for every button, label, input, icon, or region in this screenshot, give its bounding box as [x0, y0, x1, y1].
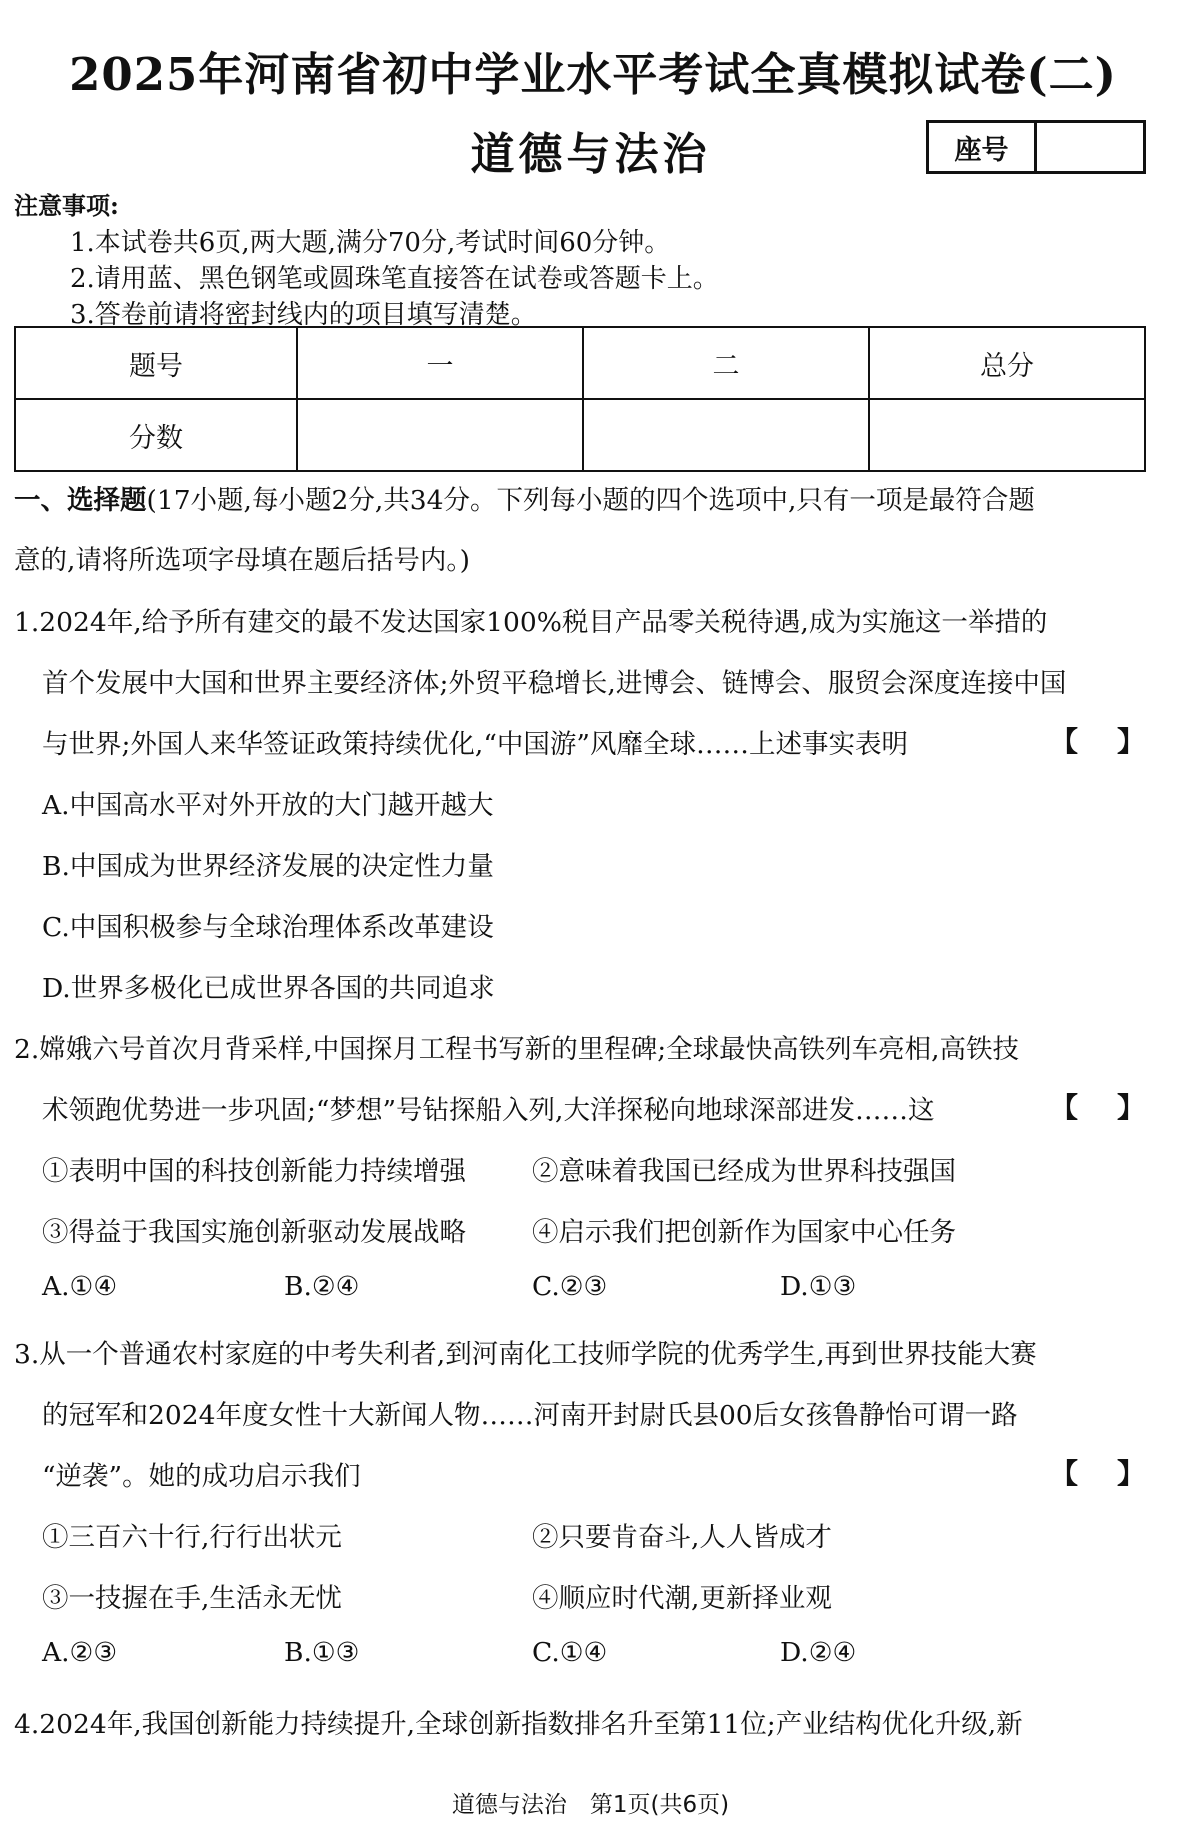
score-table-header: 总分	[869, 327, 1145, 399]
question-1-option: A.中国高水平对外开放的大门越开越大	[42, 790, 494, 821]
section-intro-line: 意的,请将所选项字母填在题后括号内。)	[14, 545, 471, 576]
question-1-option: C.中国积极参与全球治理体系改革建设	[42, 912, 494, 943]
score-table-row	[15, 399, 1145, 471]
subject-title: 道德与法治	[470, 129, 711, 180]
section-intro	[14, 478, 1035, 517]
score-table-header: 题号	[15, 327, 297, 399]
question-3-statement: ①三百六十行,行行出状元	[42, 1522, 342, 1553]
score-table-header-row	[15, 327, 1145, 399]
question-4-line: 4.2024年,我国创新能力持续提升,全球创新指数排名升至第11位;产业结构优化升级,新	[14, 1709, 1023, 1740]
notice-title: 注意事项:	[14, 191, 119, 220]
seat-number-field[interactable]	[1037, 123, 1143, 171]
score-cell[interactable]	[297, 399, 583, 471]
notice-item: 1.本试卷共6页,两大题,满分70分,考试时间60分钟。	[70, 228, 671, 258]
question-2-line: 术领跑优势进一步巩固;“梦想”号钻探船入列,大洋探秘向地球深部进发……这	[42, 1095, 935, 1126]
question-2-statement: ④启示我们把创新作为国家中心任务	[532, 1217, 956, 1248]
score-cell[interactable]	[869, 399, 1145, 471]
question-3-statement: ②只要肯奋斗,人人皆成才	[532, 1522, 832, 1553]
question-2-statement: ①表明中国的科技创新能力持续增强	[42, 1156, 466, 1187]
score-table-header: 一	[297, 327, 583, 399]
notice-item: 2.请用蓝、黑色钢笔或圆珠笔直接答在试卷或答题卡上。	[70, 264, 719, 294]
question-3-line: 3.从一个普通农村家庭的中考失利者,到河南化工技师学院的优秀学生,再到世界技能大赛	[14, 1339, 1037, 1370]
question-3-choice: A.②③	[42, 1637, 118, 1668]
answer-bracket[interactable]: 【 】	[1050, 725, 1145, 758]
question-1-option: D.世界多极化已成世界各国的共同追求	[42, 973, 495, 1004]
notice-item: 3.答卷前请将密封线内的项目填写清楚。	[70, 300, 537, 330]
question-2-choice: D.①③	[780, 1271, 857, 1302]
question-3-choice: C.①④	[532, 1637, 608, 1668]
question-3-line: 的冠军和2024年度女性十大新闻人物……河南开封尉氏县00后女孩鲁静怡可谓一路	[42, 1400, 1018, 1431]
exam-title: 2025年河南省初中学业水平考试全真模拟试卷(二)	[69, 48, 1117, 101]
section-heading: 一、选择题	[14, 485, 147, 516]
answer-bracket[interactable]: 【 】	[1050, 1457, 1145, 1490]
question-2-line: 2.嫦娥六号首次月背采样,中国探月工程书写新的里程碑;全球最快高铁列车亮相,高铁技	[14, 1034, 1020, 1065]
section-intro-text: (17小题,每小题2分,共34分。下列每小题的四个选项中,只有一项是最符合题	[146, 485, 1035, 516]
question-1-line: 与世界;外国人来华签证政策持续优化,“中国游”风靡全球……上述事实表明	[42, 729, 908, 760]
score-row-label: 分数	[15, 399, 297, 471]
question-1-line: 1.2024年,给予所有建交的最不发达国家100%税目产品零关税待遇,成为实施这一举措的	[14, 607, 1048, 638]
seat-number-box	[926, 120, 1146, 174]
question-2-choice: B.②④	[284, 1271, 360, 1302]
question-1-line: 首个发展中大国和世界主要经济体;外贸平稳增长,进博会、链博会、服贸会深度连接中国	[42, 668, 1067, 699]
question-1-option: B.中国成为世界经济发展的决定性力量	[42, 851, 494, 882]
question-2-statement: ②意味着我国已经成为世界科技强国	[532, 1156, 956, 1187]
seat-number-label: 座号	[929, 123, 1037, 171]
question-3-choice: B.①③	[284, 1637, 360, 1668]
question-2-statement: ③得益于我国实施创新驱动发展战略	[42, 1217, 466, 1248]
page-footer: 道德与法治 第1页(共6页)	[451, 1792, 730, 1818]
question-3-line: “逆袭”。她的成功启示我们	[42, 1461, 361, 1492]
answer-bracket[interactable]: 【 】	[1050, 1091, 1145, 1124]
score-table-header: 二	[583, 327, 869, 399]
question-2-choice: C.②③	[532, 1271, 608, 1302]
question-3-statement: ④顺应时代潮,更新择业观	[532, 1583, 832, 1614]
question-3-statement: ③一技握在手,生活永无忧	[42, 1583, 342, 1614]
question-3-choice: D.②④	[780, 1637, 857, 1668]
score-table	[14, 326, 1146, 472]
question-2-choice: A.①④	[42, 1271, 118, 1302]
score-cell[interactable]	[583, 399, 869, 471]
